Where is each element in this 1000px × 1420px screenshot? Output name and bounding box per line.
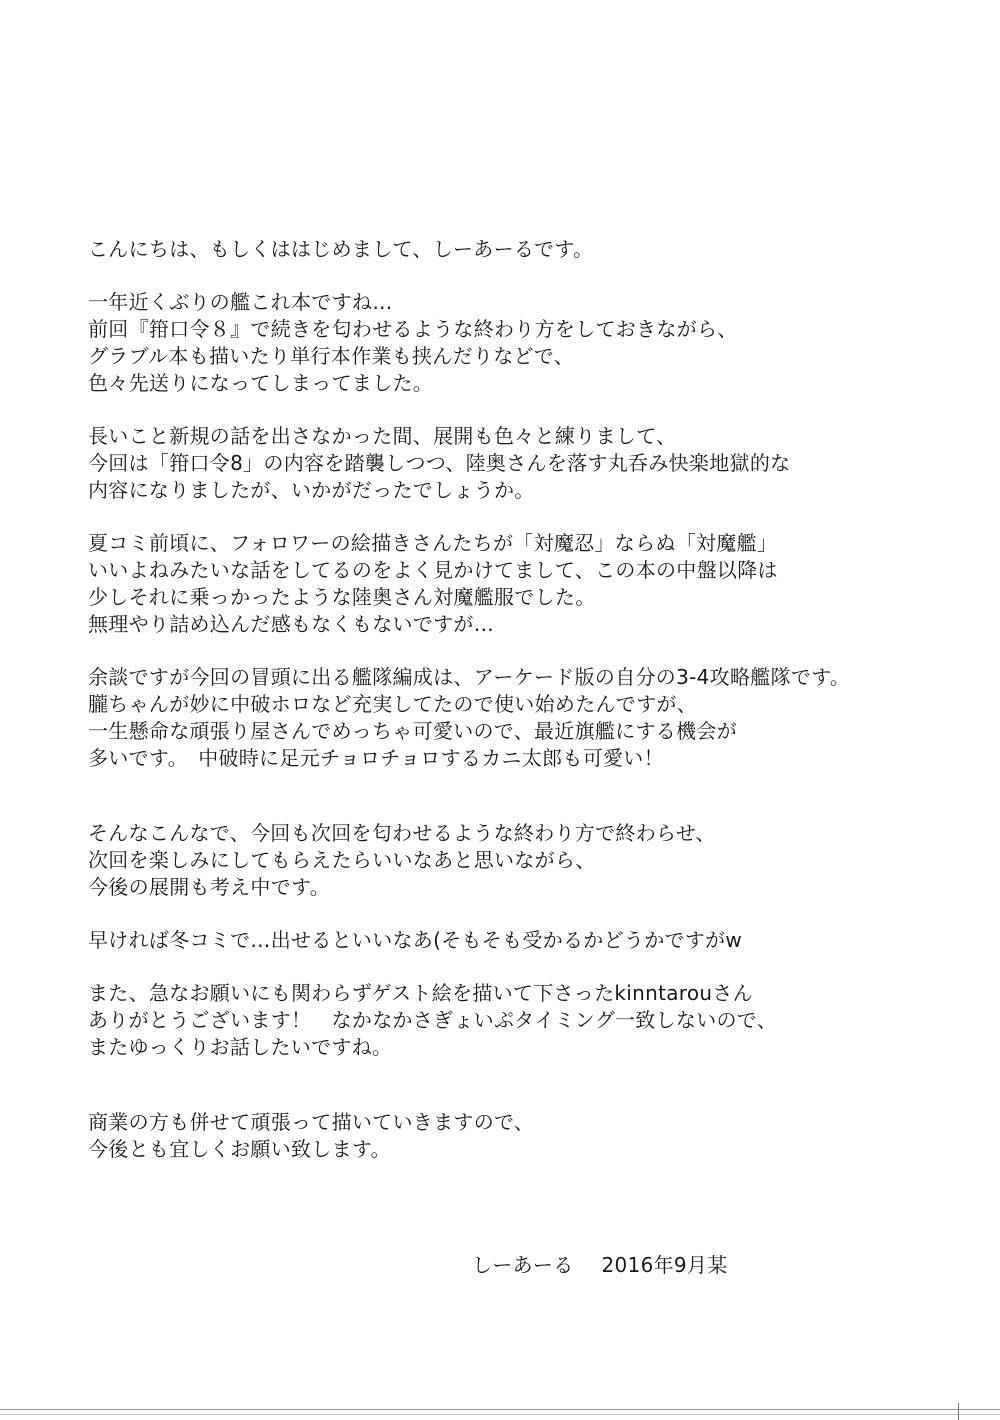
text-line: 夏コミ前頃に、フォロワーの絵描きさんたちが「対魔忍」ならぬ「対魔艦」	[88, 531, 778, 555]
text-line: 次回を楽しみにしてもらえたらいいなあと思いながら、	[88, 848, 596, 872]
text-line: 無理やり詰め込んだ感もなくもないですが…	[88, 612, 494, 636]
text-line: いいよねみたいな話をしてるのをよく見かけてまして、この本の中盤以降は	[88, 558, 778, 582]
text-line: 今後とも宜しくお願い致します。	[88, 1137, 391, 1161]
text-line: 多いです。 中破時に足元チョロチョロするカニ太郎も可愛い！	[88, 746, 664, 770]
paragraph-thanks-guest	[88, 980, 968, 1061]
paragraph-digression	[88, 664, 968, 772]
text-line: 前回『箝口令８』で続きを匂わせるような終わり方をしておきながら、	[88, 317, 738, 341]
text-line: こんにちは、もしくははじめまして、しーあーるです。	[88, 237, 594, 261]
paragraph-previous-book	[88, 289, 968, 397]
text-line: 少しそれに乗っかったような陸奥さん対魔艦服でした。	[88, 585, 596, 609]
text-line: またゆっくりお話したいですね。	[88, 1035, 393, 1059]
text-line: グラブル本も描いたり単行本作業も挟んだりなどで、	[88, 344, 574, 368]
page-bottom-edge-shadow	[0, 1414, 1000, 1415]
text-line: 長いこと新規の話を出さなかった間、展開も色々と練りまして、	[88, 424, 677, 448]
paragraph-closing	[88, 1109, 968, 1163]
paragraph-this-book	[88, 423, 968, 504]
paragraph-next-time	[88, 820, 968, 901]
text-line: 余談ですが今回の冒頭に出る艦隊編成は、アーケード版の自分の3-4攻略艦隊です。	[88, 665, 851, 689]
text-line: 内容になりましたが、いかがだったでしょうか。	[88, 478, 535, 502]
signature-date: 2016年9月某	[601, 1253, 728, 1277]
text-line: 早ければ冬コミで…出せるといいなあ(そもそも受かるかどうかですがw	[88, 928, 743, 952]
text-line: そんなこんなで、今回も次回を匂わせるような終わり方で終わらせ、	[88, 821, 716, 845]
text-line: 色々先送りになってしまってました。	[88, 371, 434, 395]
text-line: 一生懸命な頑張り屋さんでめっちゃ可愛いので、最近旗艦にする機会が	[88, 719, 737, 743]
page-bottom-edge	[0, 1409, 1000, 1410]
text-line: ありがとうございます！ なかなかさぎょいぷタイミング一致しないので、	[88, 1008, 777, 1032]
signature-author: しーあーる	[472, 1253, 574, 1277]
paragraph-winter-comiket	[88, 927, 968, 954]
trim-mark	[958, 1403, 959, 1420]
text-line: 朧ちゃんが妙に中破ホロなど充実してたので使い始めたんですが、	[88, 692, 697, 716]
text-line: 一年近くぶりの艦これ本ですね…	[88, 290, 393, 314]
signature	[472, 1252, 728, 1279]
afterword-text	[88, 236, 968, 1163]
paragraph-taimakan	[88, 530, 968, 638]
paragraph-greeting	[88, 236, 968, 263]
text-line: 今回は「箝口令8」の内容を踏襲しつつ、陸奥さんを落す丸呑み快楽地獄的な	[88, 451, 791, 475]
text-line: また、急なお願いにも関わらずゲスト絵を描いて下さったkinntarouさん	[88, 981, 753, 1005]
text-line: 商業の方も併せて頑張って描いていきますので、	[88, 1110, 535, 1134]
text-line: 今後の展開も考え中です。	[88, 875, 330, 899]
